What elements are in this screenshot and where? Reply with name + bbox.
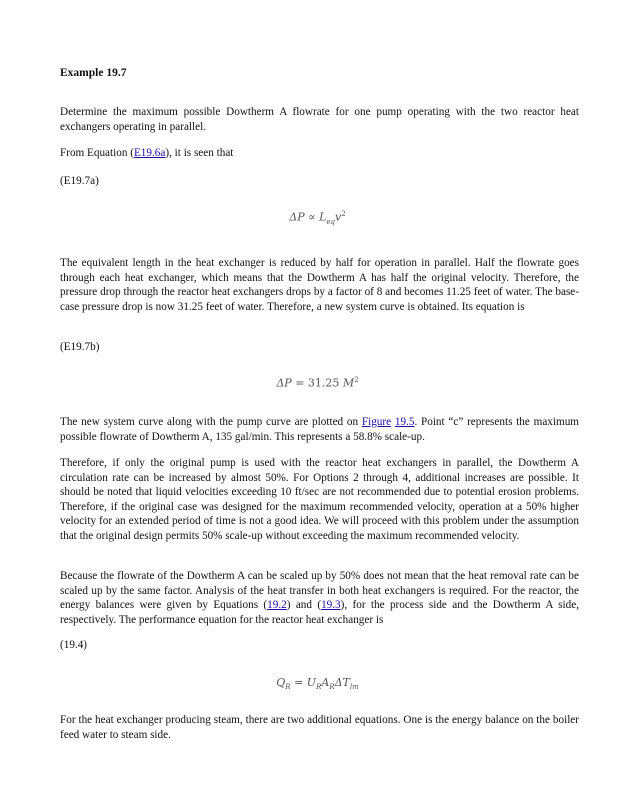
- eq1-L: L: [319, 210, 327, 224]
- eq1-v: v: [335, 210, 342, 224]
- eq2-operator: =: [295, 376, 305, 390]
- paragraph-problem-statement: Determine the maximum possible Dowtherm A flowrate for one pump operating with the two reactor heat exchangers operating in parallel.: [60, 106, 579, 133]
- eq2-M-exponent: 2: [354, 376, 359, 384]
- eq3-Q-subscript: R: [285, 683, 291, 692]
- equation-label-19-4: (19.4): [60, 639, 88, 651]
- text-system-curve-post: . Point “c” represents the maximum possible flowrate of Dowtherm A, 135 gal/min. This represents a 58.8% scale-up.: [60, 416, 579, 443]
- eq2-lhs: ΔP: [276, 376, 292, 390]
- equation-label-e19-7b: (E19.7b): [60, 341, 100, 353]
- paragraph-from-equation: [60, 146, 579, 161]
- text-system-curve-pre: The new system curve along with the pump curve are plotted on: [60, 416, 362, 428]
- eq3-operator: =: [294, 676, 304, 689]
- eq2-coefficient: 31.25: [307, 376, 340, 390]
- eq1-operator: ∝: [308, 210, 316, 224]
- paragraph-equivalent-length: The equivalent length in the heat exchanger is reduced by half for operation in parallel. Half the flowrate goes through each heat exchanger, which means that the Dowtherm A has half the original velocity. Therefore, the pressure drop through the reactor heat exchangers drops by a factor of 8 and becomes 11.25 feet of water. The base-case pressure drop is now 31.25 feet of water. Therefore, a new system curve is obtained. Its equation is: [60, 257, 579, 313]
- text-heat-removal-mid: ) and (: [286, 599, 322, 611]
- paragraph-circulation-rate: Therefore, if only the original pump is used with the reactor heat exchangers in parallel, the Dowtherm A circulation rate can be increased by almost 50%. For Options 2 through 4, additional increases are possible. It should be noted that liquid velocities exceeding 10 ft/sec are not recommended due to potential erosion problems. Therefore, if the original case was designed for the maximum recommended velocity, operation at a 50% higher velocity for an extended period of time is not a good idea. We will proceed with this problem under the assumption that the original design permits 50% scale-up without exceeding the maximum recommended velocity.: [60, 457, 579, 542]
- eq3-delta-T: ΔT: [334, 676, 350, 689]
- eq1-v-exponent: 2: [341, 210, 346, 218]
- eq1-L-subscript: eq: [326, 217, 336, 226]
- equation-label-e19-7a: (E19.7a): [60, 175, 99, 187]
- paragraph-steam-exchanger: For the heat exchanger producing steam, there are two additional equations. One is the energy balance on the boiler feed water to steam side.: [60, 714, 579, 741]
- eq2-M: M: [342, 376, 355, 390]
- paragraph-new-system-curve: [60, 415, 579, 444]
- eq3-delta-T-subscript: lm: [349, 683, 359, 692]
- text-from-equation-post: ), it is seen that: [165, 147, 234, 159]
- text-heat-removal-pre: Because the flowrate of the Dowtherm A can be scaled up by 50% does not mean that the heat removal rate can be scaled up by the same factor. Analysis of the heat transfer in both heat exchangers is required. For the reactor, the energy balances were given by Equations (: [60, 570, 579, 611]
- equation-19-4: [0, 676, 635, 691]
- example-title: Example 19.7: [60, 67, 127, 79]
- paragraph-heat-removal: [60, 569, 579, 627]
- link-equation-e19-6a[interactable]: E19.6a: [133, 147, 166, 159]
- eq3-U-subscript: R: [316, 683, 322, 692]
- eq3-A: A: [321, 676, 330, 689]
- text-from-equation-pre: From Equation (: [60, 147, 134, 159]
- eq3-A-subscript: R: [329, 683, 335, 692]
- link-figure[interactable]: Figure: [361, 416, 392, 428]
- eq3-U: U: [306, 676, 317, 689]
- eq1-lhs: ΔP: [289, 210, 305, 224]
- eq3-Q: Q: [276, 676, 286, 689]
- equation-e19-7a: [0, 210, 635, 226]
- link-equation-19-3[interactable]: 19.3: [321, 599, 341, 611]
- equation-e19-7b: [0, 376, 635, 390]
- link-equation-19-2[interactable]: 19.2: [267, 599, 287, 611]
- link-figure-19-5[interactable]: 19.5: [394, 416, 415, 428]
- text-heat-removal-post: ), for the process side and the Dowtherm A side, respectively. The performance equation for the reactor heat exchanger is: [60, 599, 580, 626]
